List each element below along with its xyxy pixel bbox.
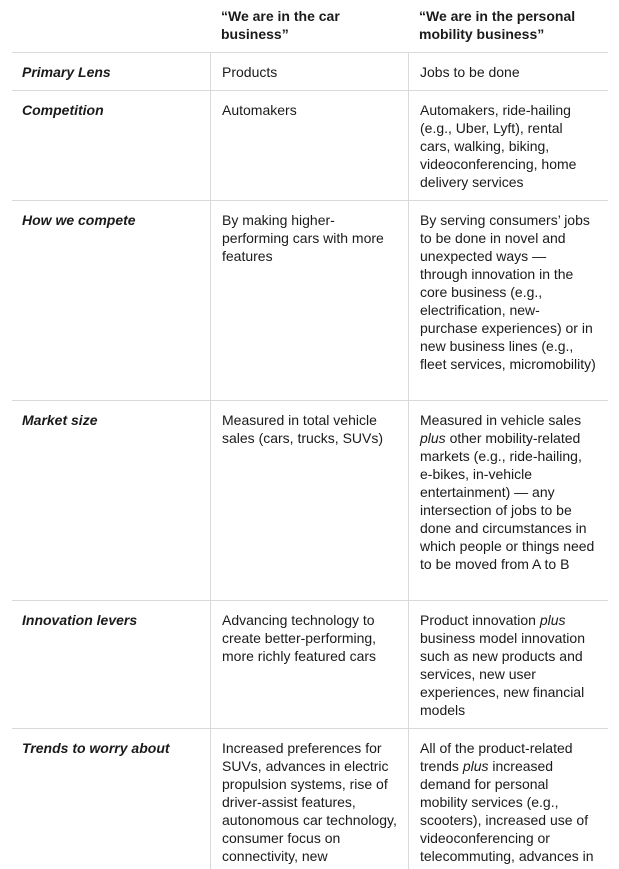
mobility-text-start: Measured in vehicle sales xyxy=(420,412,582,428)
mobility-cell: Jobs to be done xyxy=(408,53,607,90)
table-row xyxy=(12,729,608,869)
row-label: Market size xyxy=(22,412,98,428)
header-car-business: “We are in the car business” xyxy=(221,8,340,42)
table-row xyxy=(12,601,608,729)
mobility-cell xyxy=(408,729,607,869)
mobility-cell: By serving consumers’ jobs to be done in novel and unexpected ways — through innovation in the core business (e.g., electrification, new-purchase experiences) or in new business lines (e.g., fleet services, micromobility) xyxy=(408,201,607,400)
mobility-cell xyxy=(408,601,607,728)
row-label: How we compete xyxy=(22,212,136,228)
table-row xyxy=(12,53,608,91)
mobility-text-emphasis: plus xyxy=(462,758,489,774)
row-label: Innovation levers xyxy=(22,612,138,628)
mobility-text-emphasis: plus xyxy=(420,430,446,446)
mobility-text-end: business model innovation such as new products and services, new user experiences, new financial models xyxy=(420,630,585,718)
header-empty-cell xyxy=(12,0,210,52)
table-header-row xyxy=(12,0,608,53)
table-row xyxy=(12,91,608,201)
car-cell: Advancing technology to create better-performing, more richly featured cars xyxy=(210,601,408,728)
header-mobility-business: “We are in the personal mobility business” xyxy=(419,8,576,42)
mobility-cell: Automakers, ride-hailing (e.g., Uber, Lyft), rental cars, walking, biking, videoconferencing, home delivery services xyxy=(408,91,607,200)
table-row xyxy=(12,201,608,401)
mobility-text-start: All of the product-related trends xyxy=(420,740,573,774)
car-cell: Measured in total vehicle sales (cars, trucks, SUVs) xyxy=(210,401,408,600)
car-cell: By making higher-performing cars with more features xyxy=(210,201,408,400)
mobility-cell xyxy=(408,401,607,600)
mobility-text-end: other mobility-related markets (e.g., ride-hailing, e-bikes, in-vehicle entertainment) — any intersection of jobs to be done and circumstances in which people or things need to be moved from A to B xyxy=(420,430,595,572)
mobility-text-end: increased demand for personal mobility services (e.g., scooters), increased use of videoconferencing or telecommuting, advances in xyxy=(420,758,594,864)
row-label: Competition xyxy=(22,102,104,118)
mobility-text-start: Product innovation xyxy=(420,612,540,628)
car-cell: Products xyxy=(210,53,408,90)
car-cell: Automakers xyxy=(210,91,408,200)
row-label: Trends to worry about xyxy=(22,740,170,756)
table-row xyxy=(12,401,608,601)
car-cell: Increased preferences for SUVs, advances in electric propulsion systems, rise of driver-assist features, autonomous car technology, consumer focus on connectivity, new xyxy=(210,729,408,869)
mobility-text-emphasis: plus xyxy=(539,612,566,628)
row-label: Primary Lens xyxy=(22,64,111,80)
